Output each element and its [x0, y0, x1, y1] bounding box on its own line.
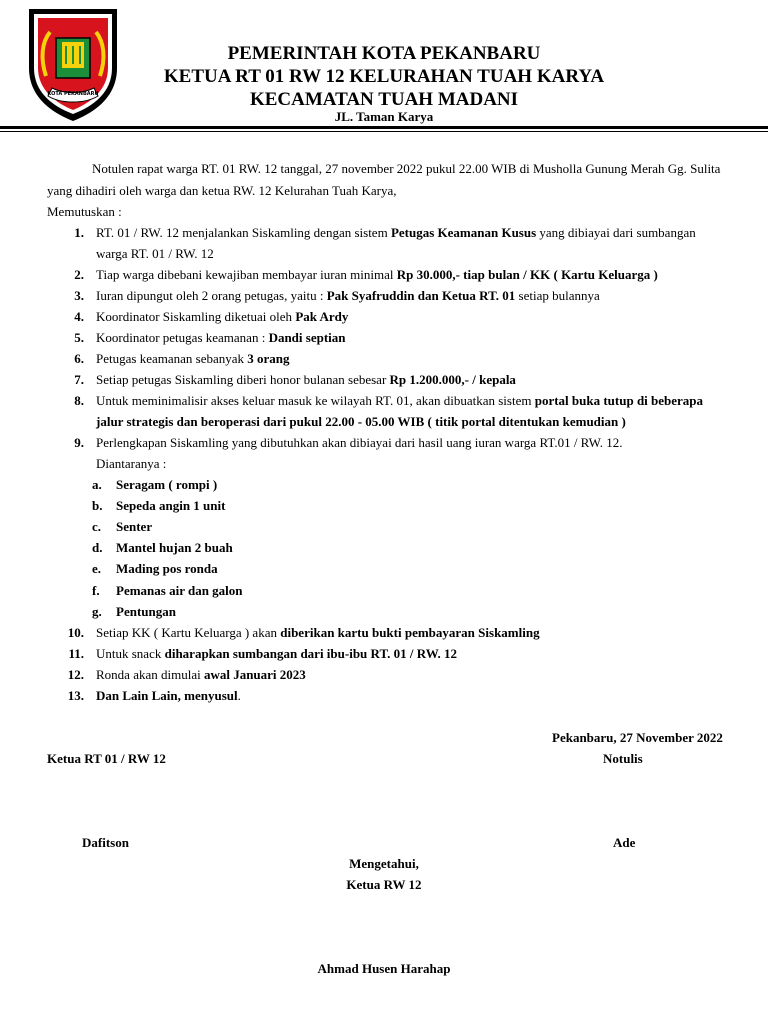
sub-list-item: Mading pos ronda — [116, 561, 218, 576]
list-item-continuation: Diantaranya : — [96, 456, 167, 471]
header-rt-title: KETUA RT 01 RW 12 KELURAHAN TUAH KARYA — [163, 66, 605, 87]
list-item: Perlengkapan Siskamling yang dibutuhkan akan dibiayai dari hasil uang iuran warga RT.01 / RW. 12. — [96, 435, 623, 450]
list-item: Setiap KK ( Kartu Keluarga ) akan diberikan kartu bukti pembayaran Siskamling — [96, 625, 540, 640]
list-item: Untuk snack diharapkan sumbangan dari ibu-ibu RT. 01 / RW. 12 — [96, 646, 458, 661]
header-divider-thin — [0, 131, 768, 132]
sub-list-item: Sepeda angin 1 unit — [116, 498, 226, 513]
item-number: 12. — [67, 667, 84, 682]
header-government: PEMERINTAH KOTA PEKANBARU — [227, 43, 541, 64]
item-number: 13. — [67, 688, 84, 703]
item-number: 3. — [74, 288, 84, 303]
list-item: Petugas keamanan sebanyak 3 orang — [96, 351, 290, 366]
signature-rw-title: Ketua RW 12 — [346, 877, 422, 892]
item-number: 6. — [74, 351, 84, 366]
place-date: Pekanbaru, 27 November 2022 — [552, 730, 723, 745]
decides-label: Memutuskan : — [47, 204, 122, 219]
intro-line-1: Notulen rapat warga RT. 01 RW. 12 tanggal, 27 november 2022 pukul 22.00 WIB di Musholla Gunung Merah Gg. Sulita — [92, 161, 721, 176]
sub-item-letter: a. — [92, 477, 102, 492]
item-number: 10. — [67, 625, 84, 640]
list-item-continuation: warga RT. 01 / RW. 12 — [96, 246, 214, 261]
item-number: 2. — [74, 267, 84, 282]
list-item: Koordinator Siskamling diketuai oleh Pak Ardy — [96, 309, 349, 324]
item-number: 11. — [68, 646, 84, 661]
sub-item-letter: f. — [92, 583, 100, 598]
list-item: Iuran dipungut oleh 2 orang petugas, yaitu : Pak Syafruddin dan Ketua RT. 01 setiap bulannya — [96, 288, 600, 303]
sub-list-item: Mantel hujan 2 buah — [116, 540, 233, 555]
header-address: JL. Taman Karya — [334, 109, 434, 124]
signature-rw-name: Ahmad Husen Harahap — [317, 961, 451, 976]
list-item: Setiap petugas Siskamling diberi honor bulanan sebesar Rp 1.200.000,- / kepala — [96, 372, 516, 387]
item-number: 4. — [74, 309, 84, 324]
item-number: 5. — [74, 330, 84, 345]
signature-left-name: Dafitson — [82, 835, 129, 850]
signature-right-name: Ade — [613, 835, 636, 850]
sub-list-item: Senter — [116, 519, 153, 534]
item-number: 1. — [74, 225, 84, 240]
item-number: 7. — [74, 372, 84, 387]
logo-banner-text: KOTA PEKANBARU — [47, 91, 99, 97]
signature-right-title: Notulis — [603, 751, 643, 766]
sub-list-item: Pentungan — [116, 604, 176, 619]
sub-item-letter: e. — [92, 561, 102, 576]
list-item: Dan Lain Lain, menyusul. — [96, 688, 241, 703]
signature-left-title: Ketua RT 01 / RW 12 — [47, 751, 166, 766]
list-item: Koordinator petugas keamanan : Dandi septian — [96, 330, 346, 345]
sub-list-item: Seragam ( rompi ) — [116, 477, 218, 492]
item-number: 8. — [74, 393, 84, 408]
list-item: RT. 01 / RW. 12 menjalankan Siskamling dengan sistem Petugas Keamanan Kusus yang dibiayai dari sumbangan — [96, 225, 696, 240]
acknowledged-label: Mengetahui, — [349, 856, 419, 871]
header-district: KECAMATAN TUAH MADANI — [249, 89, 519, 110]
list-item: Untuk meminimalisir akses keluar masuk ke wilayah RT. 01, akan dibuatkan sistem portal buka tutup di beberapa — [96, 393, 704, 408]
sub-item-letter: d. — [92, 540, 103, 555]
header-divider-thick — [0, 126, 768, 129]
item-number: 9. — [74, 435, 84, 450]
list-item-continuation: jalur strategis dan beroperasi dari pukul 22.00 - 05.00 WIB ( titik portal ditentukan kemudian ) — [96, 414, 626, 429]
sub-list-item: Pemanas air dan galon — [116, 583, 243, 598]
intro-line-2: yang dihadiri oleh warga dan ketua RW. 12 Kelurahan Tuah Karya, — [47, 183, 397, 198]
sub-item-letter: c. — [92, 519, 102, 534]
list-item: Tiap warga dibebani kewajiban membayar iuran minimal Rp 30.000,- tiap bulan / KK ( Kartu Keluarga ) — [96, 267, 658, 282]
list-item: Ronda akan dimulai awal Januari 2023 — [96, 667, 306, 682]
sub-item-letter: g. — [92, 604, 102, 619]
sub-item-letter: b. — [92, 498, 103, 513]
